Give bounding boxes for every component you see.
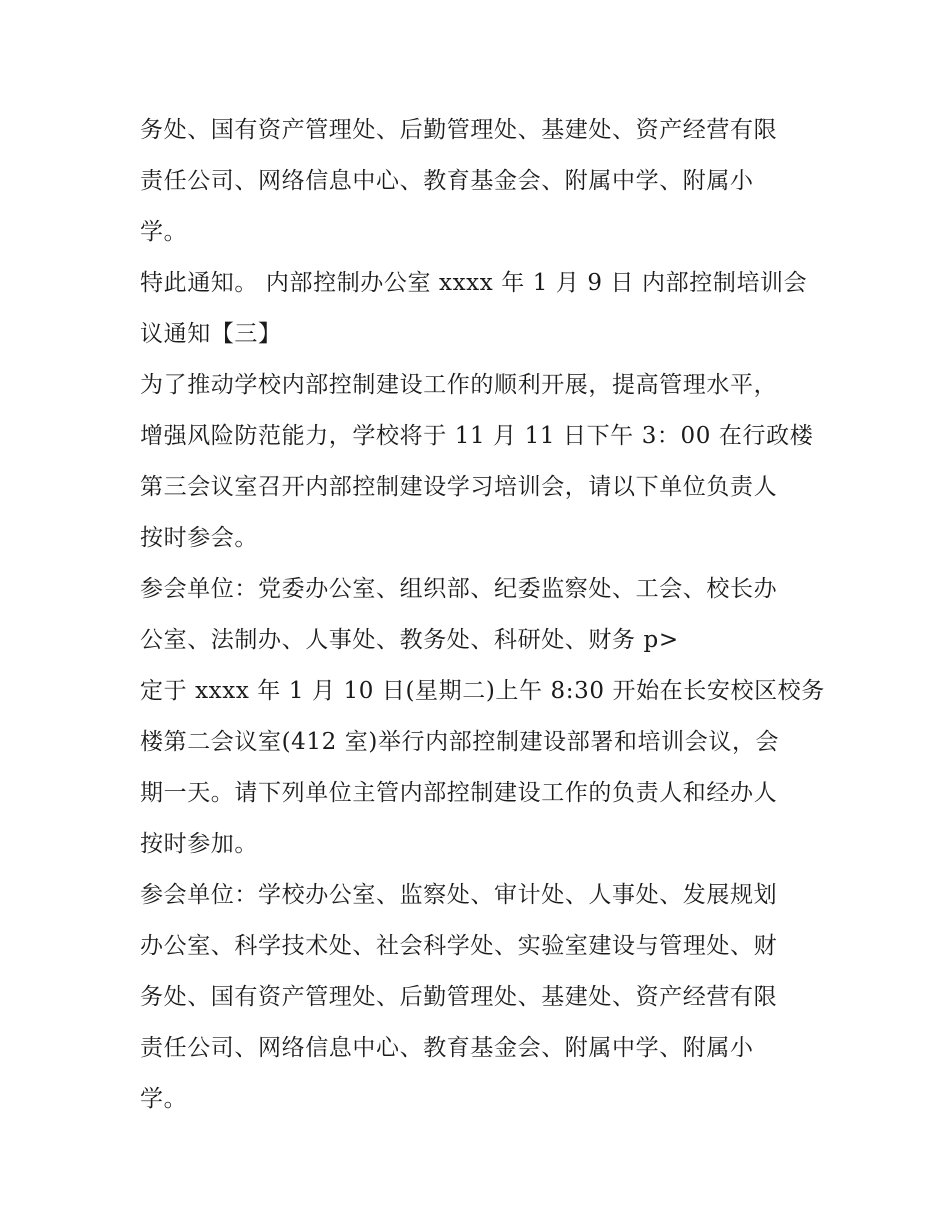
text-line: 务处、国有资产管理处、后勤管理处、基建处、资产经营有限	[140, 984, 778, 1010]
text-line: 务处、国有资产管理处、后勤管理处、基建处、资产经营有限	[140, 117, 778, 143]
text-line: 楼第二会议室(412 室)举行内部控制建设部署和培训会议，会	[140, 729, 780, 755]
text-line: 参会单位：学校办公室、监察处、审计处、人事处、发展规划	[140, 882, 778, 908]
text-line: 学。	[140, 219, 188, 245]
text-line: 为了推动学校内部控制建设工作的顺利开展，提高管理水平，	[140, 372, 778, 398]
text-line: 定于 xxxx 年 1 月 10 日(星期二)上午 8:30 开始在长安校区校务	[140, 678, 825, 704]
text-line: 按时参会。	[140, 525, 258, 551]
text-line: 责任公司、网络信息中心、教育基金会、附属中学、附属小	[140, 1035, 754, 1061]
text-line: 办公室、科学技术处、社会科学处、实验室建设与管理处、财	[140, 933, 778, 959]
text-line: 特此通知。 内部控制办公室 xxxx 年 1 月 9 日 内部控制培训会	[140, 270, 808, 296]
text-line: 学。	[140, 1086, 188, 1112]
text-line: 公室、法制办、人事处、教务处、科研处、财务 p>	[140, 627, 679, 653]
text-line: 第三会议室召开内部控制建设学习培训会，请以下单位负责人	[140, 474, 778, 500]
text-line: 议通知【三】	[140, 321, 282, 347]
text-line: 增强风险防范能力，学校将于 11 月 11 日下午 3：00 在行政楼	[140, 423, 814, 449]
document-body	[140, 105, 825, 1125]
text-line: 期一天。请下列单位主管内部控制建设工作的负责人和经办人	[140, 780, 778, 806]
text-line: 按时参加。	[140, 831, 258, 857]
text-line: 责任公司、网络信息中心、教育基金会、附属中学、附属小	[140, 168, 754, 194]
text-line: 参会单位：党委办公室、组织部、纪委监察处、工会、校长办	[140, 576, 778, 602]
